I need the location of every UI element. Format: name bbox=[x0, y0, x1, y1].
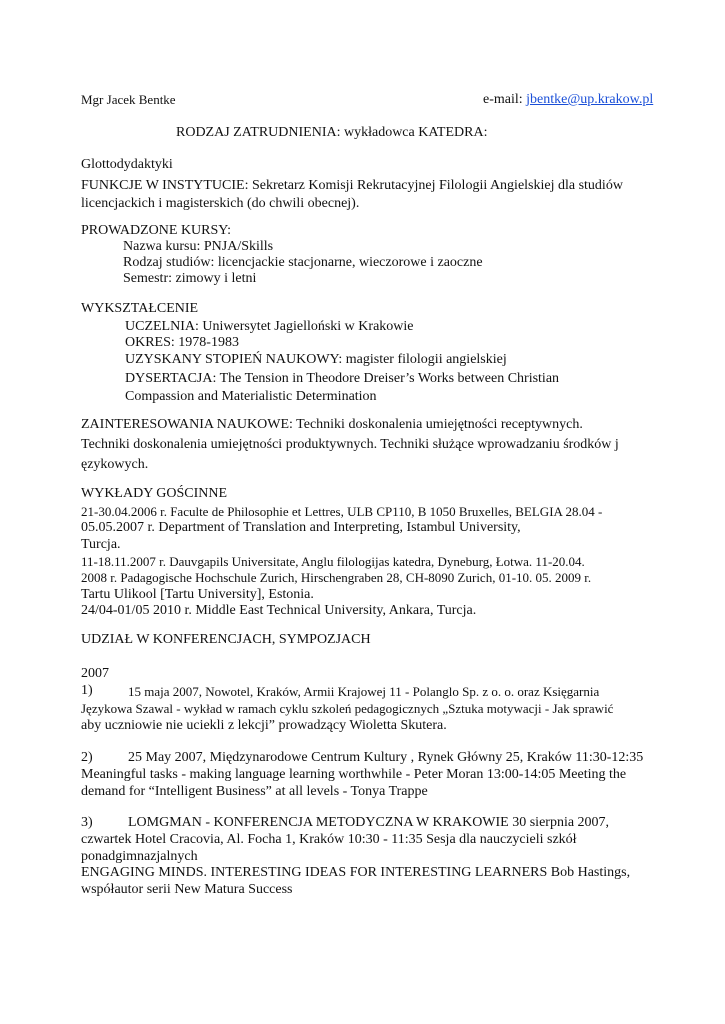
conference-entry-text: LOMGMAN - KONFERENCJA METODYCZNA W KRAKOWIE 30 sierpnia 2007, bbox=[128, 815, 610, 830]
course-item: Rodzaj studiów: licencjackie stacjonarne, wieczorowe i zaoczne bbox=[123, 255, 483, 270]
conference-entry-text: ponadgimnazjalnych bbox=[81, 849, 198, 864]
email-link[interactable]: jbentke@up.krakow.pl bbox=[526, 92, 654, 107]
conference-entry-number: 1) bbox=[81, 683, 93, 698]
conference-entry-number: 2) bbox=[81, 750, 93, 765]
conference-entry-text: aby uczniowie nie uciekli z lekcji” prowadzący Wioletta Skutera. bbox=[81, 718, 447, 733]
conference-entry-text: 25 May 2007, Międzynarodowe Centrum Kultury , Rynek Główny 25, Kraków 11:30-12:35 bbox=[128, 750, 644, 765]
functions-line-2: licencjackich i magisterskich (do chwili obecnej). bbox=[81, 196, 360, 211]
guest-lecture-line: Tartu Ulikool [Tartu University], Estonia. bbox=[81, 587, 314, 602]
guest-lecture-line: 21-30.04.2006 r. Faculte de Philosophie et Lettres, ULB CP110, B 1050 Bruxelles, BELGIA 28.04 - bbox=[81, 504, 603, 519]
email-label: e-mail: bbox=[483, 92, 527, 107]
employment-line: RODZAJ ZATRUDNIENIA: wykładowca KATEDRA: bbox=[176, 125, 488, 140]
conference-entry-text: Meaningful tasks - making language learning worthwhile - Peter Moran 13:00-14:05 Meeting the bbox=[81, 767, 627, 782]
guest-lecture-line: 05.05.2007 r. Department of Translation and Interpreting, Istambul University, bbox=[81, 520, 521, 535]
functions-line-1: FUNKCJE W INSTYTUCIE: Sekretarz Komisji Rekrutacyjnej Filologii Angielskiej dla studiów bbox=[81, 178, 623, 193]
education-item: UCZELNIA: Uniwersytet Jagielloński w Krakowie bbox=[125, 319, 414, 334]
guest-lecture-line: 11-18.11.2007 r. Dauvgapils Universitate, Anglu filologijas katedra, Dyneburg, Łotwa. 11-20.04. bbox=[81, 554, 585, 569]
course-item: Semestr: zimowy i letni bbox=[123, 271, 257, 286]
interests-line: ZAINTERESOWANIA NAUKOWE: Techniki doskonalenia umiejętności receptywnych. bbox=[81, 417, 583, 432]
education-item: OKRES: 1978-1983 bbox=[125, 335, 239, 350]
conference-entry-number: 3) bbox=[81, 815, 93, 830]
conference-entry-text: czwartek Hotel Cracovia, Al. Focha 1, Kraków 10:30 - 11:35 Sesja dla nauczycieli szkół bbox=[81, 832, 577, 847]
education-heading: WYKSZTAŁCENIE bbox=[81, 301, 199, 316]
conference-entry-text: ENGAGING MINDS. INTERESTING IDEAS FOR INTERESTING LEARNERS Bob Hastings, bbox=[81, 865, 631, 880]
guest-lectures-heading: WYKŁADY GOŚCINNE bbox=[81, 486, 228, 501]
interests-line: ęzykowych. bbox=[81, 457, 149, 472]
courses-heading: PROWADZONE KURSY: bbox=[81, 223, 232, 238]
email-line bbox=[483, 93, 653, 107]
conferences-heading: UDZIAŁ W KONFERENCJACH, SYMPOZJACH bbox=[81, 632, 371, 647]
guest-lecture-line: 2008 r. Padagogische Hochschule Zurich, Hirschengraben 28, CH-8090 Zurich, 01-10. 05. 2009 r. bbox=[81, 570, 592, 585]
guest-lecture-line: 24/04-01/05 2010 r. Middle East Technical University, Ankara, Turcja. bbox=[81, 603, 477, 618]
department-line: Glottodydaktyki bbox=[81, 157, 173, 172]
course-item: Nazwa kursu: PNJA/Skills bbox=[123, 239, 274, 254]
guest-lecture-line: Turcja. bbox=[81, 537, 121, 552]
conference-entry-text: współautor serii New Matura Success bbox=[81, 882, 293, 897]
interests-line: Techniki doskonalenia umiejętności produktywnych. Techniki służące wprowadzaniu środków j bbox=[81, 437, 619, 452]
conferences-year: 2007 bbox=[81, 666, 109, 681]
author-name: Mgr Jacek Bentke bbox=[81, 92, 176, 107]
education-item: Compassion and Materialistic Determination bbox=[125, 389, 377, 404]
conference-entry-text: 15 maja 2007, Nowotel, Kraków, Armii Krajowej 11 - Polanglo Sp. z o. o. oraz Księgarnia bbox=[128, 684, 600, 699]
education-item: DYSERTACJA: The Tension in Theodore Dreiser’s Works between Christian bbox=[125, 371, 560, 386]
conference-entry-text: Językowa Szawal - wykład w ramach cyklu szkoleń pedagogicznych „Sztuka motywacji - Jak sprawić bbox=[81, 701, 614, 716]
education-item: UZYSKANY STOPIEŃ NAUKOWY: magister filologii angielskiej bbox=[125, 352, 507, 367]
conference-entry-text: demand for “Intelligent Business” at all levels - Tonya Trappe bbox=[81, 784, 428, 799]
